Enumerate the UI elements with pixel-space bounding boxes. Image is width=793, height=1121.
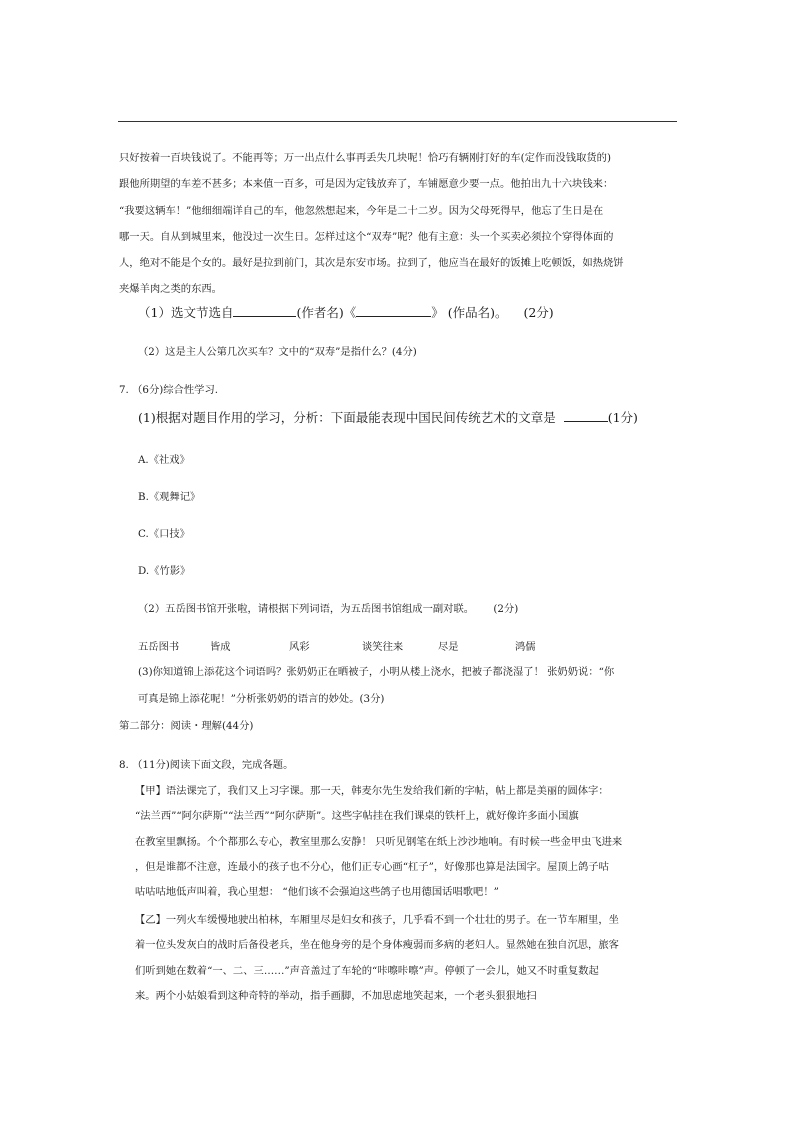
q7-sub1-score: (1分) [607,410,638,425]
option-c: C.《口技》 [138,528,190,540]
q6-sub1-prefix: （1）选文节选自 [138,305,234,320]
couplet-word: 鸿儒 [515,641,536,653]
q7-sub2-text: （2）五岳图书馆开张啦，请根据下列词语，为五岳图书馆组成一副对联。 [138,603,475,615]
q8-line: ，但是谁都不注意，连最小的孩子也不分心，他们正专心画“杠子”，好像那也算是法国字。屋顶上鸽子咕 [135,861,609,873]
q7-sub2 [138,600,518,615]
q6-sub1 [138,303,554,321]
q8-line: “法兰西”“阿尔萨斯”“法兰西”“阿尔萨斯”。这些字帖挂在我们课桌的铁杆上，就好像许多面小国旗 [135,810,579,822]
couplet-word: 皆成 [210,641,231,653]
work-answer-blank[interactable] [356,304,431,317]
q6-sub1-work: 》 (作品名)。 [431,305,508,320]
author-answer-blank[interactable] [233,304,296,317]
passage-line: 只好按着一百块钱说了。不能再等；万一出点什么事再丢失几块呢！恰巧有辆刚打好的车(定作而没钱取货的) [119,152,611,164]
q8-heading: 8. （11分)阅读下面文段，完成各题。 [119,759,294,771]
couplet-word: 尽是 [438,641,459,653]
q7-heading: 7. （6分)综合性学习. [119,384,219,396]
q7-sub2-score: (2分) [493,603,519,615]
couplet-word: 风彩 [289,641,310,653]
q6-sub1-score: (2分) [523,305,554,320]
q7-sub3-line: (3)你知道锦上添花这个词语吗？张奶奶正在晒被子，小明从楼上浇水，把被子都浇湿了！ 张奶奶说：“你 [138,666,615,678]
q6-sub2: （2）这是主人公第几次买车？文中的“双寿”是指什么？(4分) [138,346,417,358]
couplet-word: 谈笑往来 [362,641,404,653]
header-rule [118,121,677,122]
couplet-word: 五岳图书 [138,641,180,653]
q8-line: 在教室里飘扬。个个都那么专心，教室里那么安静！ 只听见钢笔在纸上沙沙地响。有时候一些金甲虫飞进来 [135,836,623,848]
passage-line: 跟他所期望的车差不甚多；本来值一百多，可是因为定钱放弃了，车铺愿意少要一点。他拍出九十六块钱来： [119,178,614,190]
q8-line: 【乙】一列火车缓慢地驶出柏林，车厢里尽是妇女和孩子，几乎看不到一个壮壮的男子。在一节车厢里，坐 [135,914,619,926]
q7-sub1 [138,408,638,426]
option-b: B.《观舞记》 [138,491,201,503]
option-a: A.《社戏》 [138,454,190,466]
q7-sub1-text: (1)根据对题目作用的学习，分析：下面最能表现中国民间传统艺术的文章是 [138,410,556,425]
passage-line: 夹爆羊肉之类的东西。 [119,283,222,295]
q6-sub1-author: (作者名)《 [296,305,357,320]
passage-line: 哪一天。自从到城里来，他没过一次生日。怎样过这个“双寿”呢？他有主意：头一个买卖必须拉个穿得体面的 [119,231,614,243]
q8-line: 来。两个小姑娘看到这种奇特的举动，指手画脚，不加思虑地笑起来，一个老头狠狠地扫 [135,990,537,1002]
q7-sub1-answer-blank[interactable] [564,409,608,422]
part2-title: 第二部分：阅读・理解(44分) [119,720,254,732]
q8-line: 着一位头发灰白的战时后备役老兵，坐在他身旁的是个身体瘦弱而多病的老妇人。显然她在独自沉思，旅客 [135,939,619,951]
q7-sub3-line: 可真是锦上添花呢！”分析张奶奶的语言的妙处。(3分) [138,693,385,705]
q8-line: 咕咕咕地低声叫着，我心里想： “他们该不会强迫这些鸽子也用德国话唱歌吧！” [135,886,499,898]
q8-line: 们听到她在数着“一、二、三……”声音盖过了车轮的“咔嚓咔嚓”声。停顿了一会儿，她又不时重复数起 [135,965,599,977]
passage-line: 人，绝对不能是个女的。最好是拉到前门，其次是东安市场。拉到了，他应当在最好的饭摊上吃顿饭，如热烧饼 [119,257,624,269]
passage-line: “我要这辆车！”他细细端详自己的车，他忽然想起来，今年是二十二岁。因为父母死得早，他忘了生日是在 [119,205,604,217]
q8-line: 【甲】语法课完了，我们又上习字课。那一天，韩麦尔先生发给我们新的字帖，帖上都是美丽的圆体字： [135,785,609,797]
option-d: D.《竹影》 [138,565,191,577]
